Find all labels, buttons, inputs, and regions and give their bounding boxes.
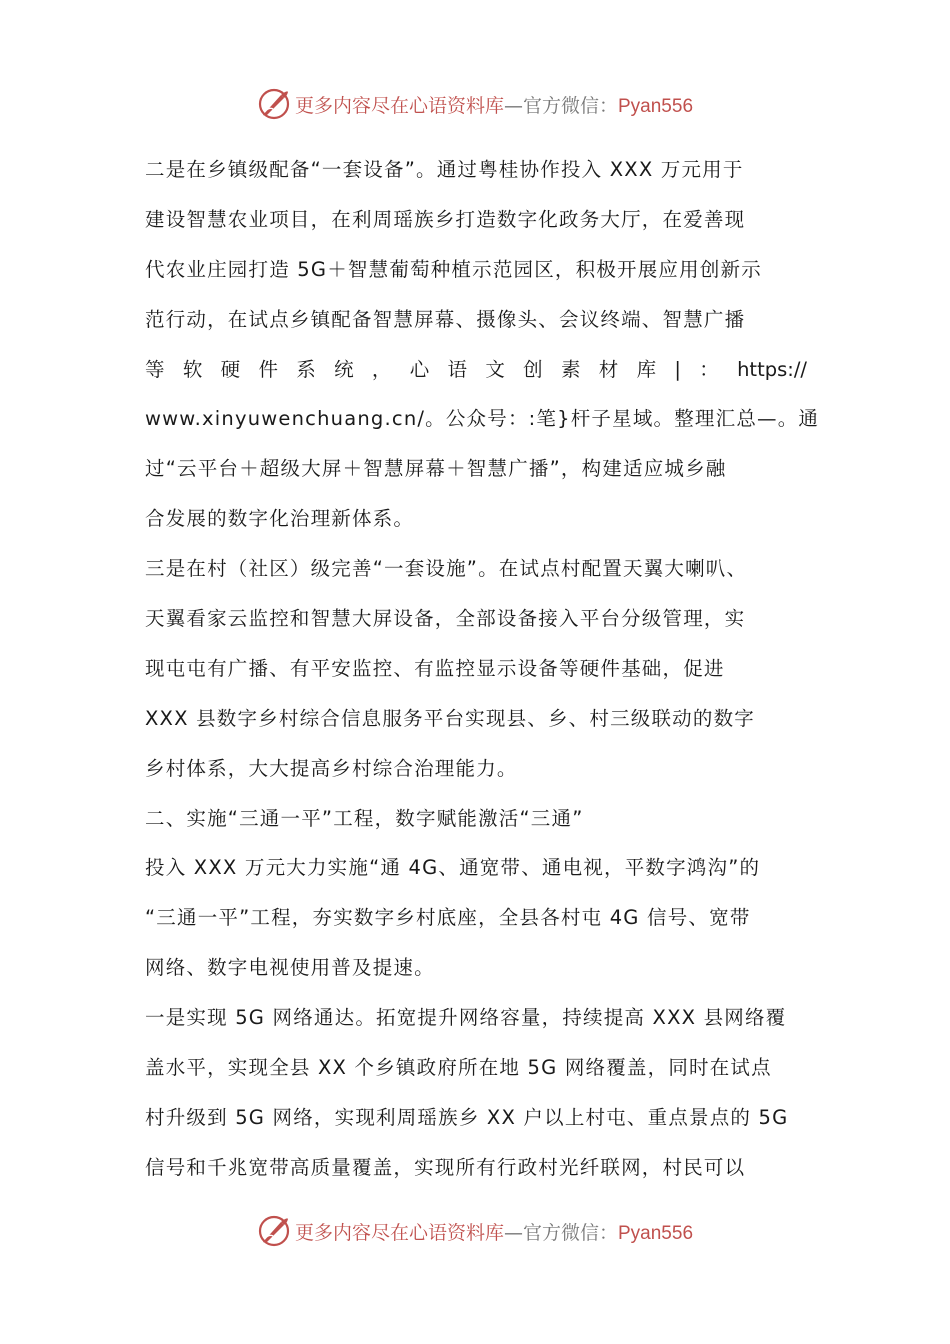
spread-char: ，	[371, 357, 392, 381]
text-line: 过“云平台＋超级大屏＋智慧屏幕＋智慧广播”，构建适应城乡融	[145, 457, 727, 481]
quill-logo-icon	[257, 1214, 291, 1248]
banner-text	[295, 1218, 693, 1245]
quill-logo-icon	[257, 87, 291, 121]
text-line: 信号和千兆宽带高质量覆盖，实现所有行政村光纤联网，村民可以	[145, 1155, 746, 1179]
text-line: “三通一平”工程，夯实数字乡村底座，全县各村屯 4G 信号、宽带	[145, 906, 751, 930]
text-line: 代农业庄园打造 5G＋智慧葡萄种植示范园区，积极开展应用创新示	[145, 257, 762, 281]
banner-wechat-label: 官方微信：	[522, 94, 618, 117]
footer-banner	[0, 1211, 950, 1251]
text-line: 建设智慧农业项目，在利周瑶族乡打造数字化政务大厅，在爱善现	[145, 207, 746, 231]
text-line: 网络、数字电视使用普及提速。	[145, 956, 435, 980]
banner-wechat-id: Pyan556	[618, 1222, 694, 1244]
header-banner	[0, 84, 950, 124]
text-line: 一是实现 5G 网络通达。拓宽提升网络容量，持续提高 XXX 县网络覆	[145, 1006, 787, 1030]
spread-char: 心	[409, 357, 430, 381]
spread-char: ：	[699, 357, 719, 381]
spread-char: |	[674, 357, 681, 381]
text-line: 村升级到 5G 网络，实现利周瑶族乡 XX 户以上村屯、重点景点的 5G	[145, 1105, 789, 1129]
spread-char: 语	[447, 357, 468, 381]
text-line: XXX 县数字乡村综合信息服务平台实现县、乡、村三级联动的数字	[145, 706, 755, 730]
section-heading: 二、实施“三通一平”工程，数字赋能激活“三通”	[145, 806, 584, 830]
spread-char: 素	[560, 357, 581, 381]
spread-char: 硬	[220, 357, 241, 381]
text-line-spread	[145, 345, 807, 395]
text-line: 三是在村（社区）级完善“一套设施”。在试点村配置天翼大喇叭、	[145, 557, 748, 581]
spread-char: 创	[523, 357, 543, 381]
banner-main-text: 更多内容尽在心语资料库	[294, 1221, 504, 1244]
text-line: 盖水平，实现全县 XX 个乡镇政府所在地 5G 网络覆盖，同时在试点	[145, 1056, 772, 1080]
document-body	[145, 145, 820, 1193]
spread-char: 软	[182, 357, 203, 381]
banner-wechat-id: Pyan556	[618, 95, 694, 117]
banner-text	[295, 91, 693, 118]
spread-char: 材	[598, 357, 619, 381]
text-line: 现屯屯有广播、有平安监控、有监控显示设备等硬件基础，促进	[145, 656, 725, 680]
text-line: 合发展的数字化治理新体系。	[145, 507, 415, 531]
banner-wechat-label: 官方微信：	[522, 1221, 618, 1244]
text-line: 二是在乡镇级配备“一套设备”。通过粤桂协作投入 XXX 万元用于	[145, 158, 744, 181]
spread-char: 等	[145, 357, 165, 381]
text-line: 乡村体系，大大提高乡村综合治理能力。	[145, 756, 518, 780]
spread-char: 文	[485, 357, 505, 381]
spread-char: 件	[258, 357, 278, 381]
text-line: www.xinyuwenchuang.cn/。公众号：:笔}杆子星域。整理汇总—。通	[145, 407, 820, 431]
text-line: 范行动，在试点乡镇配备智慧屏幕、摄像头、会议终端、智慧广播	[145, 307, 746, 331]
spread-char: 统	[334, 357, 354, 381]
spread-char: 系	[296, 357, 316, 381]
text-line: 天翼看家云监控和智慧大屏设备，全部设备接入平台分级管理，实	[145, 607, 746, 631]
banner-dash: —	[503, 1221, 523, 1244]
banner-dash: —	[503, 94, 523, 117]
banner-main-text: 更多内容尽在心语资料库	[294, 94, 504, 117]
spread-url: https://	[737, 357, 807, 381]
text-line: 投入 XXX 万元大力实施“通 4G、通宽带、通电视，平数字鸿沟”的	[145, 856, 761, 880]
spread-char: 库	[636, 357, 657, 381]
